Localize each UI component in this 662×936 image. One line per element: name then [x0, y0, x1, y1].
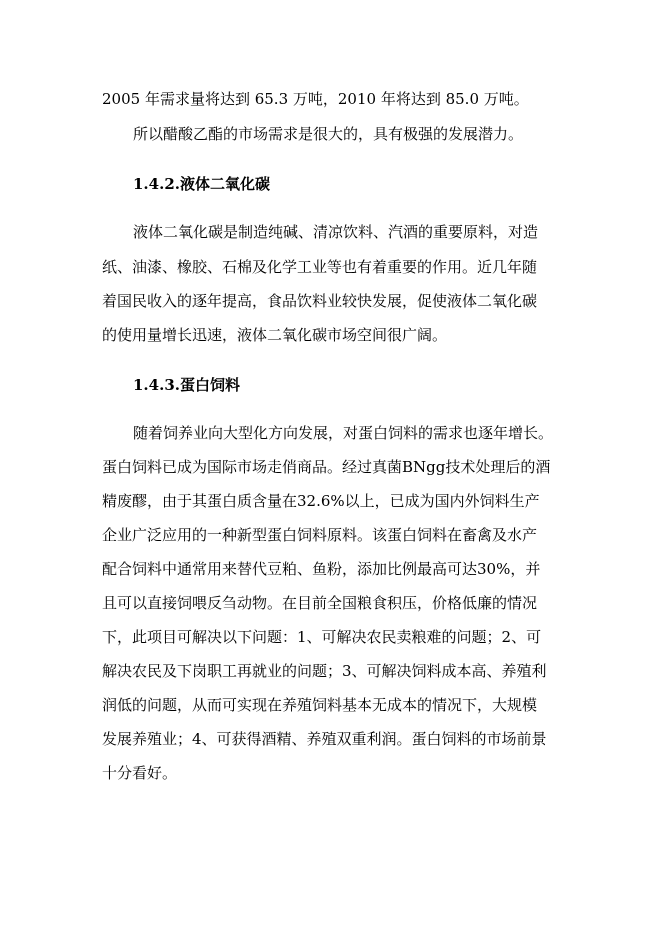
intro-line-2: 所以醋酸乙酯的市场需求是很大的，具有极强的发展潜力。: [133, 125, 524, 143]
paragraph-line: 精废醪，由于其蛋白质含量在32.6%以上，已成为国内外饲料生产: [102, 492, 540, 510]
section-heading-1-4-3: 1.4.3.蛋白饲料: [133, 376, 240, 394]
paragraph-line: 随着饲养业向大型化方向发展，对蛋白饲料的需求也逐年增长。: [133, 424, 554, 442]
paragraph-line: 着国民收入的逐年提高，食品饮料业较快发展，促使液体二氧化碳: [102, 292, 538, 310]
paragraph-line: 十分看好。: [102, 764, 178, 782]
paragraph-line: 发展养殖业；4、可获得酒精、养殖双重利润。蛋白饲料的市场前景: [102, 730, 547, 748]
paragraph-line: 蛋白饲料已成为国际市场走俏商品。经过真菌BNgg技术处理后的酒: [102, 458, 551, 476]
paragraph-line: 润低的问题，从而可实现在养殖饲料基本无成本的情况下，大规模: [102, 696, 538, 714]
paragraph-line: 液体二氧化碳是制造纯碱、清凉饮料、汽酒的重要原料，对造: [133, 223, 539, 241]
paragraph-line: 纸、油漆、橡胶、石棉及化学工业等也有着重要的作用。近几年随: [102, 258, 538, 276]
section-heading-1-4-2: 1.4.2.液体二氧化碳: [133, 175, 270, 193]
paragraph-line: 且可以直接饲喂反刍动物。在目前全国粮食积压，价格低廉的情况: [102, 594, 538, 612]
paragraph-line: 的使用量增长迅速，液体二氧化碳市场空间很广阔。: [102, 326, 448, 344]
paragraph-line: 下，此项目可解决以下问题：1、可解决农民卖粮难的问题；2、可: [102, 628, 542, 646]
paragraph-line: 解决农民及下岗职工再就业的问题；3、可解决饲料成本高、养殖利: [102, 662, 547, 680]
paragraph-line: 配合饲料中通常用来替代豆粕、鱼粉，添加比例最高可达30%，并: [102, 560, 541, 578]
intro-line-1: 2005 年需求量将达到 65.3 万吨，2010 年将达到 85.0 万吨。: [102, 90, 529, 108]
paragraph-line: 企业广泛应用的一种新型蛋白饲料原料。该蛋白饲料在畜禽及水产: [102, 526, 538, 544]
